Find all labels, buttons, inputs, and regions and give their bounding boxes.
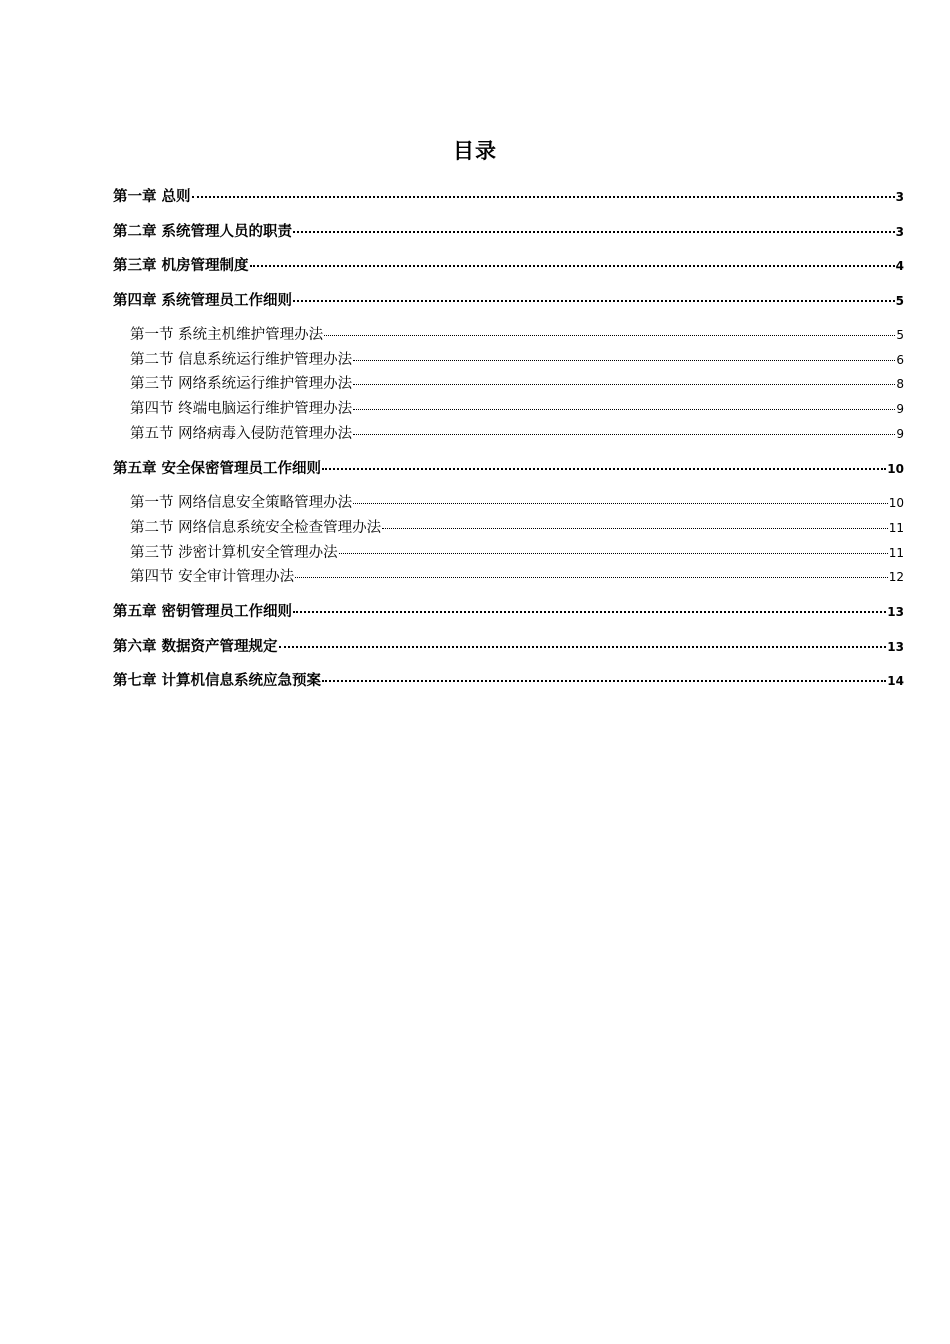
toc-dot-leader — [250, 264, 895, 267]
toc-entry-label: 第五章 安全保密管理员工作细则 — [113, 461, 322, 477]
toc-entry-label: 第三章 机房管理制度 — [113, 258, 249, 274]
toc-dot-leader — [339, 552, 888, 554]
toc-title: 目录 — [453, 139, 497, 163]
toc-page-number: 5 — [895, 294, 904, 308]
toc-section-entry[interactable] — [130, 373, 904, 395]
toc-section-entry[interactable] — [130, 542, 904, 564]
toc-section-entry[interactable] — [130, 398, 904, 420]
toc-dot-leader — [353, 383, 895, 385]
toc-dot-leader — [353, 502, 888, 504]
toc-entry-label: 第二章 系统管理人员的职责 — [113, 224, 293, 240]
toc-chapter-entry[interactable] — [113, 636, 904, 658]
toc-page-number: 9 — [896, 402, 904, 416]
toc-entry-label: 第一节 系统主机维护管理办法 — [130, 327, 324, 343]
toc-dot-leader — [353, 359, 895, 361]
toc-section-entry[interactable] — [130, 492, 904, 514]
toc-dot-leader — [279, 645, 887, 648]
toc-chapter-entry[interactable] — [113, 290, 904, 312]
toc-page-number: 11 — [888, 546, 904, 560]
toc-dot-leader — [322, 679, 886, 682]
toc-entry-label: 第一章 总则 — [113, 189, 191, 205]
toc-dot-leader — [322, 467, 886, 470]
toc-dot-leader — [293, 610, 886, 613]
toc-dot-leader — [353, 433, 895, 435]
toc-page-number: 9 — [896, 427, 904, 441]
toc-entry-label: 第四章 系统管理员工作细则 — [113, 293, 293, 309]
toc-dot-leader — [382, 527, 888, 529]
toc-entry-label: 第二节 网络信息系统安全检查管理办法 — [130, 520, 382, 536]
toc-chapter-entry[interactable] — [113, 601, 904, 623]
toc-page-number: 3 — [895, 225, 904, 239]
toc-entry-label: 第三节 涉密计算机安全管理办法 — [130, 545, 338, 561]
toc-entry-label: 第一节 网络信息安全策略管理办法 — [130, 495, 353, 511]
toc-page-number: 4 — [895, 259, 904, 273]
toc-entry-label: 第四节 安全审计管理办法 — [130, 569, 295, 585]
toc-page-number: 5 — [896, 328, 904, 342]
toc-chapter-entry[interactable] — [113, 255, 904, 277]
toc-page-number: 14 — [887, 674, 904, 688]
toc-section-entry[interactable] — [130, 324, 904, 346]
toc-dot-leader — [295, 576, 888, 578]
toc-page-number: 6 — [896, 353, 904, 367]
toc-entry-label: 第七章 计算机信息系统应急预案 — [113, 673, 322, 689]
toc-entry-label: 第五节 网络病毒入侵防范管理办法 — [130, 426, 353, 442]
toc-page-number: 11 — [888, 521, 904, 535]
toc-dot-leader — [353, 408, 895, 410]
toc-chapter-entry[interactable] — [113, 221, 904, 243]
toc-page-number: 10 — [887, 462, 904, 476]
toc-page-number: 3 — [895, 190, 904, 204]
toc-chapter-entry[interactable] — [113, 186, 904, 208]
toc-page-number: 12 — [888, 570, 904, 584]
toc-section-entry[interactable] — [130, 423, 904, 445]
toc-entry-label: 第六章 数据资产管理规定 — [113, 639, 278, 655]
toc-chapter-entry[interactable] — [113, 458, 904, 480]
toc-page-number: 8 — [896, 377, 904, 391]
toc-page-number: 13 — [887, 605, 904, 619]
toc-dot-leader — [293, 299, 895, 302]
toc-entry-label: 第三节 网络系统运行维护管理办法 — [130, 376, 353, 392]
toc-entry-label: 第二节 信息系统运行维护管理办法 — [130, 352, 353, 368]
toc-section-entry[interactable] — [130, 566, 904, 588]
toc-entry-label: 第四节 终端电脑运行维护管理办法 — [130, 401, 353, 417]
toc-section-entry[interactable] — [130, 517, 904, 539]
toc-entry-label: 第五章 密钥管理员工作细则 — [113, 604, 293, 620]
toc-dot-leader — [192, 195, 895, 198]
toc-chapter-entry[interactable] — [113, 670, 904, 692]
toc-page-number: 10 — [888, 496, 904, 510]
toc-dot-leader — [324, 334, 895, 336]
toc-page-number: 13 — [887, 640, 904, 654]
toc-dot-leader — [293, 230, 895, 233]
toc-section-entry[interactable] — [130, 349, 904, 371]
